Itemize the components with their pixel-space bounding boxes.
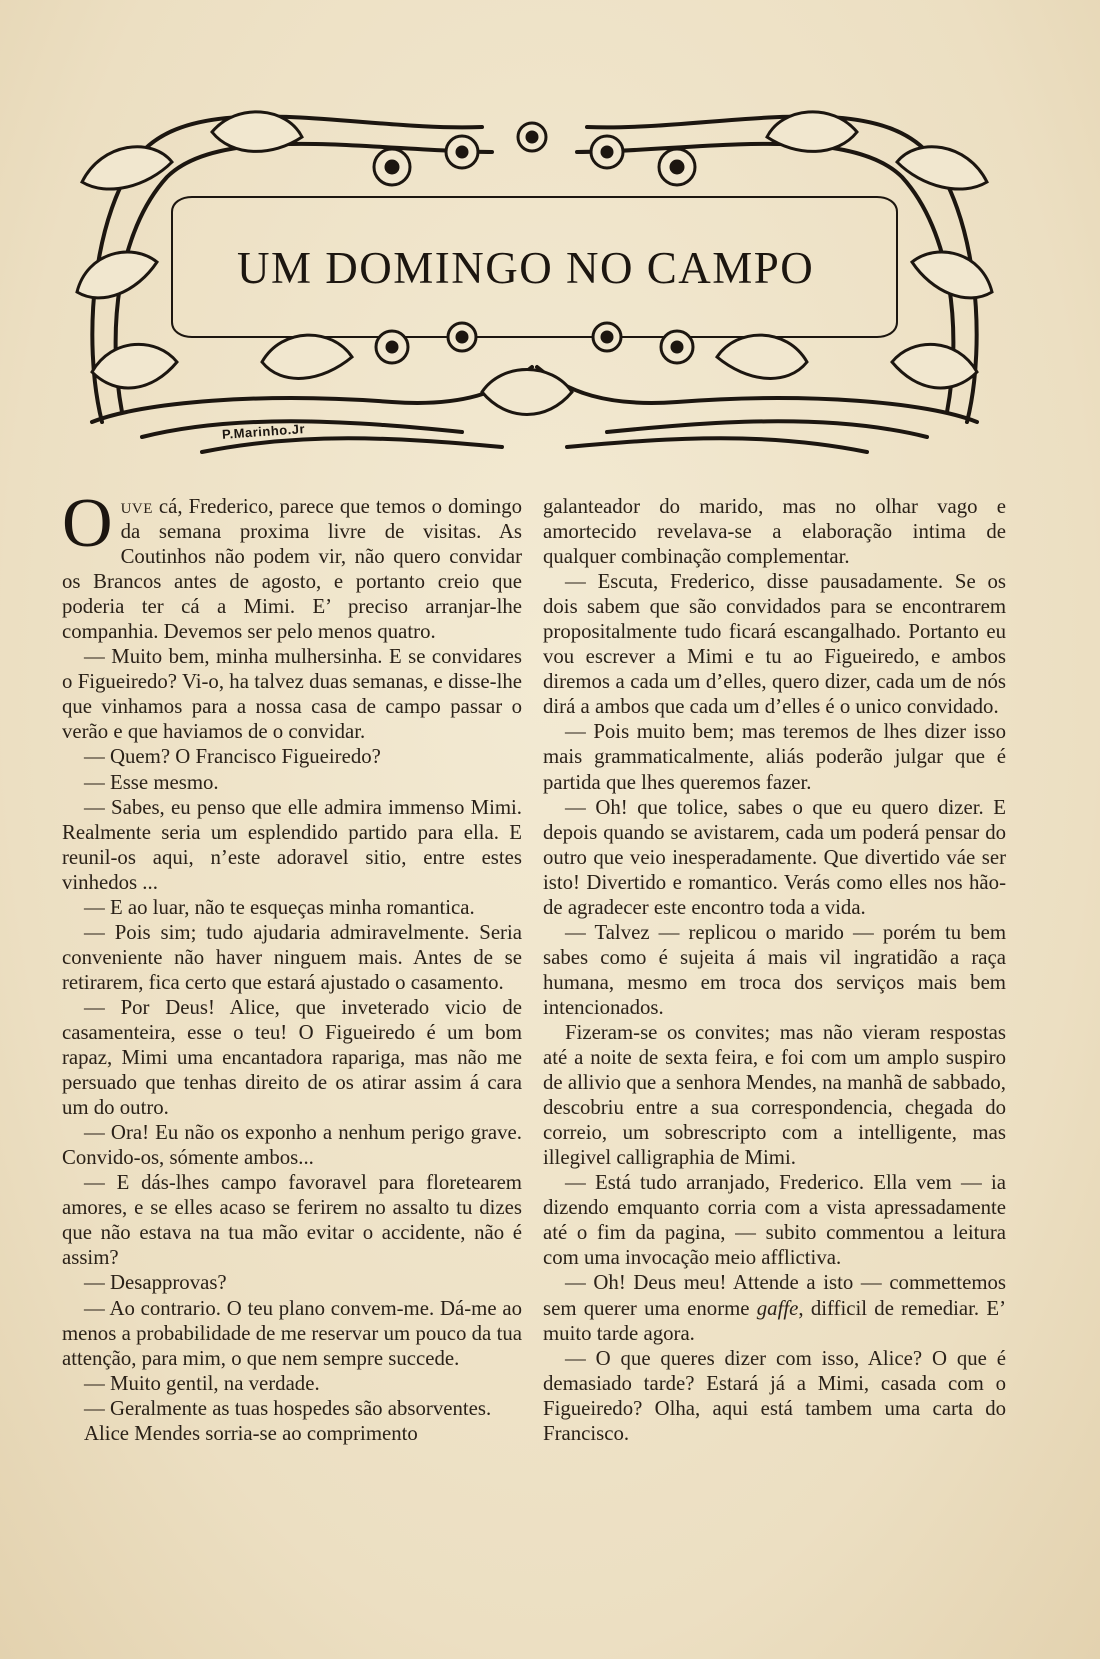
text-column-right xyxy=(543,494,1006,1446)
gaffe-text-after: , difficil de remediar. E’ muito tarde agora. xyxy=(543,1296,1006,1345)
paragraph: — Talvez — replicou o marido — porém tu bem sabes como é sujeita á mais vil ingratidão a raça humana, mesmo em troca dos serviços mais bem intencionados. xyxy=(543,920,1006,1019)
article-title: UM DOMINGO NO CAMPO xyxy=(237,243,815,293)
paragraph: Alice Mendes sorria-se ao comprimento xyxy=(84,1421,418,1445)
opening-text: cá, Frederico, parece que temos o domingo da semana proxima livre de visitas. As Coutinhos não podem vir, não quero convidar os Brancos antes de agosto, e portanto creio que poderia ter cá a Mimi. E’ preciso arranjar-lhe companhia. Devemos ser pelo menos quatro. xyxy=(62,495,522,644)
paragraph: — E dás-lhes campo favoravel para floretearem amores, e se elles acaso se ferirem no assalto tu dizes que não estava na tua mão evitar o accidente, não é assim? xyxy=(62,1171,522,1270)
paragraph: — Muito gentil, na verdade. xyxy=(84,1371,320,1395)
paragraph: — Ao contrario. O teu plano convem-me. Dá-me ao menos a probabilidade de me reservar um pouco da tua attenção, para mim, o que nem sempre succede. xyxy=(62,1296,522,1370)
paragraph: — Desapprovas? xyxy=(84,1271,227,1295)
paragraph: — Ora! Eu não os exponho a nenhum perigo grave. Convido-os, sómente ambos... xyxy=(62,1121,522,1170)
paragraph: — O que queres dizer com isso, Alice? O que é demasiado tarde? Estará já a Mimi, casada com o Figueiredo? Olha, aqui está tambem uma carta do Francisco. xyxy=(543,1346,1006,1445)
opening-paragraph xyxy=(62,485,522,644)
paragraph: — Pois sim; tudo ajudaria admiravelmente. Seria conveniente não haver ninguem mais. Antes de se retirarem, fica certo que estará ajustado o casamento. xyxy=(62,920,522,994)
paragraph: — Oh! que tolice, sabes o que eu quero dizer. E depois quando se avistarem, cada um poderá pensar do outro que veio inesperadamente. Que divertido váe ser isto! Divertido e romantico. Verás como elles nos hão-de agradecer este encontro toda a vida. xyxy=(543,795,1006,919)
paragraph: — Quem? O Francisco Figueiredo? xyxy=(84,745,381,769)
gaffe-word: gaffe xyxy=(756,1296,799,1320)
paragraph: — Está tudo arranjado, Frederico. Ella vem — ia dizendo emquanto corria com a vista apressadamente até o fim da pagina, — subito commentou a leitura com uma invocação meio afflictiva. xyxy=(543,1171,1006,1270)
opening-word: uve xyxy=(120,495,153,518)
paragraph: — Esse mesmo. xyxy=(84,770,219,794)
paragraph: — E ao luar, não te esqueças minha romantica. xyxy=(84,895,475,919)
paragraph: — Por Deus! Alice, que inveterado vicio de casamenteira, esse o teu! O Figueiredo é um bom rapaz, Mimi uma encantadora rapariga, mas não me persuado que tenhas direito de os atirar assim á cara um do outro. xyxy=(62,995,522,1120)
artist-signature: P.Marinho.Jr xyxy=(221,421,306,442)
gaffe-text-before: — Oh! Deus meu! Attende a isto — commettemos sem querer uma enorme xyxy=(543,1271,1006,1320)
paragraph: — Escuta, Frederico, disse pausadamente. Se os dois sabem que são convidados para se encontrarem propositalmente tudo ficará escangalhado. Portanto eu vou escrever a Mimi e tu ao Figueiredo, e ambos diremos a cada um d’elles, quero dizer, cada um de nós dirá a ambos que cada um d’elles é o unico convidado. xyxy=(543,570,1006,719)
continued-paragraph: galanteador do marido, mas no olhar vago e amortecido revelava-se a elaboração intima de qualquer combinação complementar. xyxy=(543,495,1006,569)
paragraph: — Muito bem, minha mulhersinha. E se convidares o Figueiredo? Vi-o, ha talvez duas semanas, e disse-lhe que vinhamos para a nossa casa de campo passar o verão e que haviamos de o convidar. xyxy=(62,645,522,744)
text-column-left xyxy=(62,485,522,1446)
gaffe-paragraph xyxy=(543,1270,1006,1345)
paragraph: — Geralmente as tuas hospedes são absorventes. xyxy=(84,1396,492,1420)
paragraph: — Sabes, eu penso que elle admira immenso Mimi. Realmente seria um esplendido partido para ella. E reunil-os aqui, n’este adoravel sitio, entre estes vinhedos ... xyxy=(62,795,522,894)
paragraph: — Pois muito bem; mas teremos de lhes dizer isso mais grammaticalmente, aliás poderão julgar que é partida que lhes queremos fazer. xyxy=(543,720,1006,794)
drop-cap: O xyxy=(62,485,113,562)
paragraph: Fizeram-se os convites; mas não vieram respostas até a noite de sexta feira, e foi com um amplo suspiro de allivio que a senhora Mendes, na manhã de sabbado, descobriu entre a sua correspondencia, chegada do correio, um sobrescripto com a intelligente, mas illegivel calligraphia de Mimi. xyxy=(543,1020,1006,1170)
ornamental-header xyxy=(62,92,1007,472)
